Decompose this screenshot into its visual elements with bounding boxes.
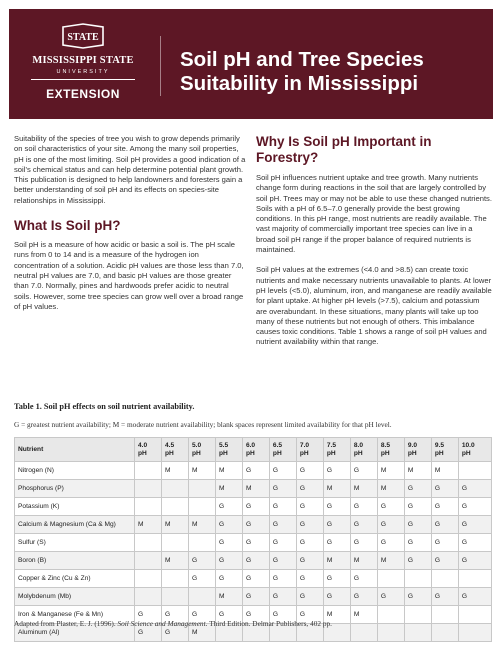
nutrient-name: Nitrogen (N) <box>15 462 135 480</box>
ph-unit: pH <box>407 449 417 457</box>
why-paragraph-2: Soil pH values at the extremes (<4.0 and >8.5) can create toxic nutrients and make necessary nutrients unavailable to plants. At lower pH levels (<5.0), aluminum, iron, and manganese are readily available for plant uptake. At higher pH levels (>7.5), calcium and potassium are overabundant. In these situations, many plants will take up too many of these nutrients but not enough of others. This imbalance causes toxic conditions. Table 1 shows a range of soil pH values and nutrient availability within that range. <box>256 265 492 347</box>
ph-value: 5.0 <box>191 441 202 449</box>
header-ph-9.0 <box>404 438 431 462</box>
availability-cell: G <box>377 516 404 534</box>
availability-cell: G <box>269 462 296 480</box>
availability-cell: M <box>431 462 458 480</box>
availability-cell <box>458 606 491 624</box>
availability-cell: M <box>350 552 377 570</box>
availability-cell: G <box>188 552 215 570</box>
availability-cell: G <box>296 606 323 624</box>
availability-cell: G <box>215 498 242 516</box>
availability-cell <box>404 624 431 642</box>
availability-cell: G <box>404 498 431 516</box>
availability-cell: M <box>188 516 215 534</box>
availability-cell: M <box>215 462 242 480</box>
availability-cell <box>188 588 215 606</box>
availability-cell: M <box>135 516 162 534</box>
availability-cell: G <box>296 516 323 534</box>
header-ph-5.0 <box>188 438 215 462</box>
ph-value: 6.5 <box>272 441 283 449</box>
table-legend-note: G = greatest nutrient availability; M = moderate nutrient availability; blank spaces represent limited availability for that pH level. <box>14 420 392 429</box>
availability-cell <box>161 534 188 552</box>
availability-cell: G <box>242 588 269 606</box>
availability-cell: G <box>431 588 458 606</box>
ph-unit: pH <box>164 449 174 457</box>
availability-cell <box>135 588 162 606</box>
availability-cell: G <box>323 462 350 480</box>
availability-cell: M <box>377 462 404 480</box>
availability-cell <box>135 534 162 552</box>
availability-cell: G <box>458 480 491 498</box>
table-row <box>15 570 492 588</box>
availability-cell: M <box>188 624 215 642</box>
availability-cell: G <box>135 624 162 642</box>
availability-cell <box>377 606 404 624</box>
document-title <box>180 48 480 96</box>
availability-cell <box>458 624 491 642</box>
ph-value: 5.5 <box>218 441 229 449</box>
availability-cell: G <box>431 498 458 516</box>
ph-value: 10.0 <box>461 441 475 449</box>
availability-cell <box>161 588 188 606</box>
logo-mark-text: STATE <box>67 32 99 43</box>
ph-value: 7.0 <box>299 441 310 449</box>
availability-cell: G <box>269 570 296 588</box>
availability-cell: G <box>269 498 296 516</box>
availability-cell: M <box>350 606 377 624</box>
availability-cell <box>135 552 162 570</box>
ph-value: 9.5 <box>434 441 444 449</box>
availability-cell: G <box>296 534 323 552</box>
ph-value: 4.0 <box>138 441 148 449</box>
availability-cell: M <box>161 552 188 570</box>
availability-cell: G <box>296 498 323 516</box>
availability-cell: G <box>188 570 215 588</box>
availability-cell: M <box>323 552 350 570</box>
table-row <box>15 588 492 606</box>
availability-cell: G <box>404 552 431 570</box>
availability-cell <box>135 480 162 498</box>
availability-cell: G <box>323 588 350 606</box>
ph-unit: pH <box>326 449 336 457</box>
availability-cell: M <box>215 480 242 498</box>
availability-cell: G <box>188 606 215 624</box>
availability-cell: G <box>431 552 458 570</box>
availability-cell: G <box>431 516 458 534</box>
availability-cell: G <box>350 588 377 606</box>
ph-unit: pH <box>191 449 201 457</box>
availability-cell: G <box>377 498 404 516</box>
ph-unit: pH <box>434 449 444 457</box>
logo-university-name: MISSISSIPPI STATE <box>32 55 134 66</box>
availability-cell <box>377 624 404 642</box>
availability-cell: G <box>215 516 242 534</box>
availability-cell: M <box>323 480 350 498</box>
nutrient-name: Potassium (K) <box>15 498 135 516</box>
header-ph-4.0 <box>135 438 162 462</box>
header-ph-5.5 <box>215 438 242 462</box>
availability-cell: G <box>269 552 296 570</box>
availability-cell <box>135 462 162 480</box>
availability-cell: G <box>215 552 242 570</box>
left-column <box>14 134 246 312</box>
availability-cell: M <box>404 462 431 480</box>
header-ph-8.5 <box>377 438 404 462</box>
ph-unit: pH <box>218 449 228 457</box>
availability-cell <box>377 570 404 588</box>
header-nutrient: Nutrient <box>15 438 135 462</box>
availability-cell <box>161 570 188 588</box>
ph-value: 4.5 <box>164 441 175 449</box>
availability-cell: G <box>269 480 296 498</box>
availability-cell <box>135 570 162 588</box>
availability-cell: G <box>431 480 458 498</box>
availability-cell <box>458 570 491 588</box>
table-header-row <box>15 438 492 462</box>
availability-cell: G <box>296 480 323 498</box>
availability-cell: G <box>377 588 404 606</box>
logo-university-sub: UNIVERSITY <box>56 69 110 75</box>
availability-cell: M <box>323 606 350 624</box>
university-logo <box>9 9 157 119</box>
availability-cell <box>350 624 377 642</box>
availability-cell: G <box>161 606 188 624</box>
table-row <box>15 498 492 516</box>
availability-cell: G <box>296 570 323 588</box>
table-row <box>15 480 492 498</box>
header-ph-6.0 <box>242 438 269 462</box>
title-line-2: Suitability in Mississippi <box>180 72 419 95</box>
availability-cell: G <box>269 516 296 534</box>
availability-cell: G <box>215 534 242 552</box>
ph-value: 8.5 <box>380 441 391 449</box>
availability-cell: G <box>242 462 269 480</box>
availability-cell: G <box>404 480 431 498</box>
nutrient-name: Aluminum (Al) <box>15 624 135 642</box>
nutrient-name: Sulfur (S) <box>15 534 135 552</box>
citation-suffix: . Third Edition. Delmar Publishers, 402 pp. <box>205 619 332 628</box>
availability-cell: G <box>404 588 431 606</box>
ph-value: 6.0 <box>245 441 256 449</box>
availability-cell: G <box>458 516 491 534</box>
nutrient-name: Calcium & Magnesium (Ca & Mg) <box>15 516 135 534</box>
intro-paragraph: Suitability of the species of tree you wish to grow depends primarily on soil characteristics of your site. Among the many soil properties, pH is one of the most limiting. Soil pH provides a good indication of a soil’s chemical status and can help determine potential plant growth. This publication is designed to help landowners and foresters gain a better understanding of soil pH and its effects on species-site relationships in Mississippi. <box>14 134 246 205</box>
logo-divider <box>31 79 135 80</box>
header-ph-9.5 <box>431 438 458 462</box>
nutrient-name: Copper & Zinc (Cu & Zn) <box>15 570 135 588</box>
availability-cell <box>404 606 431 624</box>
what-paragraph: Soil pH is a measure of how acidic or basic a soil is. The pH scale runs from 0 to 14 and is a measure of the hydrogen ion concentration of a solution. Acidic pH values are those less than 7.0, neutral pH values are 7.0, and basic pH values are those greater than 7.0. Normally, pines and hardwoods prefer acidic to neutral soils. However, some tree species can grow well over a broad range of pH values. <box>14 240 244 311</box>
availability-cell: G <box>269 534 296 552</box>
availability-cell: M <box>350 480 377 498</box>
availability-cell: G <box>323 570 350 588</box>
availability-cell: G <box>161 624 188 642</box>
availability-cell: G <box>215 606 242 624</box>
citation-title: Soil Science and Management <box>117 619 206 628</box>
why-paragraph-1: Soil pH influences nutrient uptake and tree growth. Many nutrients change form during reactions in the soil that are largely controlled by soil pH. Trees may or may not be able to use these changed nutrients. Soils with a pH of 6.5–7.0 generally provide the best growing conditions. In this pH range, most nutrients are readily available. The vast majority of commercially important tree species can live in a broad soil pH range if the proper balance of required nutrients is maintained. <box>256 173 492 255</box>
availability-cell <box>188 534 215 552</box>
ph-unit: pH <box>138 449 147 457</box>
availability-cell <box>404 570 431 588</box>
availability-cell <box>431 606 458 624</box>
citation-prefix: Adapted from Plaster, E. J. (1996). <box>14 619 118 628</box>
availability-cell: G <box>242 570 269 588</box>
availability-cell: M <box>188 462 215 480</box>
availability-cell: G <box>323 516 350 534</box>
table-row <box>15 516 492 534</box>
nutrient-name: Phosphorus (P) <box>15 480 135 498</box>
availability-cell: G <box>350 570 377 588</box>
right-column <box>256 134 492 348</box>
availability-cell: G <box>135 606 162 624</box>
header-ph-7.0 <box>296 438 323 462</box>
availability-cell: G <box>242 498 269 516</box>
table-row <box>15 534 492 552</box>
ph-value: 8.0 <box>353 441 364 449</box>
table-row <box>15 552 492 570</box>
nutrient-name: Molybdenum (Mb) <box>15 588 135 606</box>
availability-cell: G <box>350 516 377 534</box>
nutrient-table <box>14 437 492 642</box>
availability-cell: G <box>350 498 377 516</box>
availability-cell <box>458 462 491 480</box>
availability-cell <box>188 480 215 498</box>
source-citation <box>14 619 332 628</box>
availability-cell <box>188 498 215 516</box>
ph-unit: pH <box>461 449 471 457</box>
availability-cell <box>135 498 162 516</box>
availability-cell: G <box>215 570 242 588</box>
header-ph-8.0 <box>350 438 377 462</box>
availability-cell: G <box>431 534 458 552</box>
header-ph-4.5 <box>161 438 188 462</box>
availability-cell: G <box>458 588 491 606</box>
table-body <box>15 462 492 642</box>
banner-divider <box>160 36 161 96</box>
nutrient-name: Iron & Manganese (Fe & Mn) <box>15 606 135 624</box>
availability-cell: M <box>161 516 188 534</box>
availability-cell: G <box>323 498 350 516</box>
availability-cell: G <box>242 552 269 570</box>
logo-extension: EXTENSION <box>46 87 120 101</box>
availability-cell: G <box>242 606 269 624</box>
header-ph-10.0 <box>458 438 491 462</box>
why-heading: Why Is Soil pH Important in Forestry? <box>256 134 432 165</box>
availability-cell: G <box>296 588 323 606</box>
availability-cell: M <box>377 480 404 498</box>
state-logo-mark <box>61 23 105 49</box>
table-row <box>15 462 492 480</box>
availability-cell <box>161 480 188 498</box>
ph-unit: pH <box>353 449 363 457</box>
availability-cell <box>431 570 458 588</box>
ph-unit: pH <box>245 449 255 457</box>
title-line-1: Soil pH and Tree Species <box>180 48 424 71</box>
availability-cell: G <box>350 534 377 552</box>
availability-cell: M <box>161 462 188 480</box>
header-ph-7.5 <box>323 438 350 462</box>
availability-cell: G <box>458 498 491 516</box>
availability-cell: G <box>242 534 269 552</box>
availability-cell: G <box>323 534 350 552</box>
availability-cell <box>431 624 458 642</box>
availability-cell: G <box>269 606 296 624</box>
availability-cell: M <box>242 480 269 498</box>
availability-cell: G <box>404 516 431 534</box>
ph-value: 7.5 <box>326 441 337 449</box>
what-heading: What Is Soil pH? <box>14 218 121 234</box>
availability-cell: M <box>215 588 242 606</box>
availability-cell <box>161 498 188 516</box>
availability-cell: G <box>242 516 269 534</box>
header-ph-6.5 <box>269 438 296 462</box>
availability-cell: G <box>296 552 323 570</box>
availability-cell: M <box>377 552 404 570</box>
availability-cell: G <box>404 534 431 552</box>
nutrient-name: Boron (B) <box>15 552 135 570</box>
availability-cell: G <box>458 552 491 570</box>
ph-unit: pH <box>380 449 390 457</box>
availability-cell: G <box>458 534 491 552</box>
availability-cell: G <box>350 462 377 480</box>
availability-cell: G <box>296 462 323 480</box>
availability-cell: G <box>377 534 404 552</box>
ph-value: 9.0 <box>407 441 418 449</box>
ph-unit: pH <box>299 449 309 457</box>
ph-unit: pH <box>272 449 282 457</box>
availability-cell: G <box>269 588 296 606</box>
table-caption: Table 1. Soil pH effects on soil nutrient availability. <box>14 402 195 411</box>
